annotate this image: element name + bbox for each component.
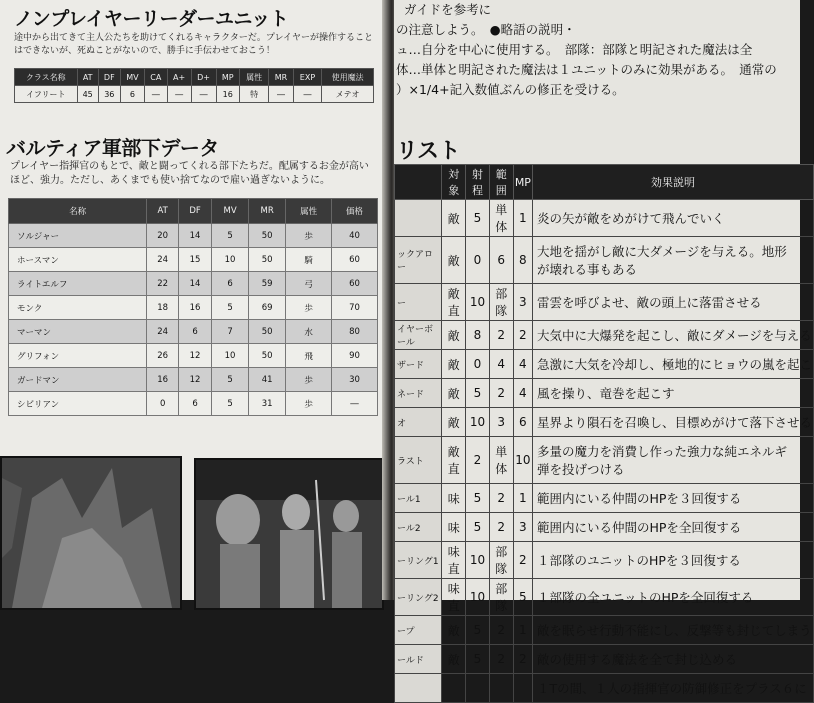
- table-header-cell: AT: [77, 69, 98, 86]
- table-cell: 4: [489, 350, 513, 379]
- table-cell: モンク: [9, 296, 147, 320]
- table-cell: 5: [212, 224, 249, 248]
- table-cell: 5: [466, 645, 489, 674]
- table-cell: [466, 674, 489, 703]
- table-cell: 15: [179, 248, 212, 272]
- table-cell: 敵直: [442, 284, 466, 321]
- table-cell: 8: [466, 321, 489, 350]
- table-row: [395, 321, 814, 350]
- table-row: [395, 542, 814, 579]
- effect-cell: [532, 408, 813, 437]
- table-cell: 30: [332, 368, 378, 392]
- table-cell: 6: [179, 320, 212, 344]
- effect-cell: [532, 437, 813, 484]
- table-cell: 2: [489, 616, 513, 645]
- table-cell: 敵: [442, 616, 466, 645]
- table-cell: ライトエルフ: [9, 272, 147, 296]
- effect-text: 炎の矢が敵をめがけて飛んでいく: [536, 211, 725, 226]
- game-screenshot-dragon: [0, 456, 182, 610]
- table-cell: 20: [147, 224, 179, 248]
- table-cell: ーリング2: [395, 579, 442, 616]
- table-cell: 10: [212, 248, 249, 272]
- table-cell: 0: [466, 237, 489, 284]
- table-header-cell: MP: [513, 165, 532, 200]
- section1-intro: 途中から出てきて主人公たちを助けてくれるキャラクターだ。プレイヤーが操作することはできないが、死ぬことがないので、勝手に手伝わせておこう！: [14, 33, 374, 56]
- table-cell: 6: [489, 237, 513, 284]
- leader-unit-table: [14, 68, 374, 103]
- table-cell: 5: [466, 513, 489, 542]
- table-cell: 水: [286, 320, 332, 344]
- effect-cell: [532, 513, 813, 542]
- effect-cell: [532, 379, 813, 408]
- table-row: [9, 224, 378, 248]
- right-page: [394, 0, 812, 696]
- table-cell: 69: [249, 296, 286, 320]
- effect-text: 敵を眠らせ行動不能にし、反撃等も封じてしまう: [536, 623, 812, 638]
- effect-text: １Tの間、１人の指揮官の防御修正をプラス６に: [536, 681, 807, 696]
- table-cell: 敵直: [442, 437, 466, 484]
- table-cell: ―: [332, 392, 378, 416]
- table-cell: 歩: [286, 368, 332, 392]
- effect-text: が壊れる事もある: [536, 262, 637, 277]
- table-cell: 10: [212, 344, 249, 368]
- table-cell: 24: [147, 320, 179, 344]
- table-cell: 6: [120, 86, 144, 103]
- effect-text: 多量の魔力を消費し作った強力な純エネルギ: [536, 444, 787, 459]
- table-cell: ネード: [395, 379, 442, 408]
- table-row: [395, 513, 814, 542]
- table-cell: 12: [179, 368, 212, 392]
- table-row: [395, 284, 814, 321]
- table-cell: 26: [147, 344, 179, 368]
- effect-cell: [532, 542, 813, 579]
- table-cell: 2: [513, 321, 532, 350]
- table-cell: 3: [513, 513, 532, 542]
- table-cell: 16: [216, 86, 239, 103]
- table-cell: ―: [167, 86, 191, 103]
- table-cell: ープ: [395, 616, 442, 645]
- table-header-cell: DF: [179, 199, 212, 224]
- table-row: [395, 237, 814, 284]
- note-line: の注意しよう。 ●略語の説明・: [396, 22, 576, 37]
- table-cell: イフリート: [15, 86, 78, 103]
- table-cell: 特: [239, 86, 268, 103]
- table-cell: 敵: [442, 408, 466, 437]
- table-row: [9, 296, 378, 320]
- table-cell: ラスト: [395, 437, 442, 484]
- table-cell: 2: [489, 379, 513, 408]
- note-line: ガイドを参考に: [404, 2, 492, 17]
- table-cell: 歩: [286, 392, 332, 416]
- table-header-cell: クラス名称: [15, 69, 78, 86]
- table-cell: 2: [489, 484, 513, 513]
- table-header-cell: DF: [98, 69, 120, 86]
- table-cell: マーマン: [9, 320, 147, 344]
- table-cell: 敵: [442, 350, 466, 379]
- table-row: [9, 368, 378, 392]
- table-cell: 10: [466, 284, 489, 321]
- table-cell: 18: [147, 296, 179, 320]
- table-cell: ソルジャー: [9, 224, 147, 248]
- table-cell: グリフォン: [9, 344, 147, 368]
- table-header-cell: MV: [212, 199, 249, 224]
- table-cell: 味: [442, 513, 466, 542]
- table-row: [395, 379, 814, 408]
- table-cell: ックアロー: [395, 237, 442, 284]
- table-cell: [395, 674, 442, 703]
- table-row: [395, 408, 814, 437]
- table-header-cell: CA: [145, 69, 167, 86]
- effect-text: 大地を揺がし敵に大ダメージを与える。地形: [536, 244, 787, 259]
- table-cell: 3: [489, 408, 513, 437]
- table-cell: 40: [332, 224, 378, 248]
- table-cell: [489, 674, 513, 703]
- table-cell: 味直: [442, 579, 466, 616]
- table-header-cell: A+: [167, 69, 191, 86]
- table-header-cell: EXP: [293, 69, 321, 86]
- effect-cell: [532, 350, 813, 379]
- table-row: [395, 674, 814, 703]
- section1-title: ノンプレイヤーリーダーユニット: [14, 8, 289, 30]
- table-header-cell: 名称: [9, 199, 147, 224]
- table-header-cell: AT: [147, 199, 179, 224]
- table-cell: 10: [466, 542, 489, 579]
- table-cell: 2: [466, 437, 489, 484]
- table-header-cell: 射程: [466, 165, 489, 200]
- table-cell: オ: [395, 408, 442, 437]
- table-cell: 味: [442, 484, 466, 513]
- section2-title: バルティア軍部下データ: [6, 136, 219, 160]
- note-line: 体…単体と明記された魔法は１ユニットのみに効果がある。 通常の: [396, 62, 777, 77]
- effect-cell: [532, 674, 813, 703]
- effect-text: 範囲内にいる仲間のHPを全回復する: [536, 520, 742, 535]
- table-cell: 単体: [489, 437, 513, 484]
- table-row: [9, 272, 378, 296]
- table-cell: メテオ: [322, 86, 374, 103]
- spell-list-title: リスト: [396, 139, 461, 164]
- table-row: [395, 350, 814, 379]
- table-cell: 60: [332, 248, 378, 272]
- table-row: [395, 645, 814, 674]
- table-cell: ーリング1: [395, 542, 442, 579]
- table-cell: 5: [466, 616, 489, 645]
- table-cell: 6: [179, 392, 212, 416]
- table-cell: ール2: [395, 513, 442, 542]
- table-cell: 10: [466, 408, 489, 437]
- table-cell: 部隊: [489, 284, 513, 321]
- table-cell: 2: [489, 321, 513, 350]
- table-cell: 2: [489, 645, 513, 674]
- table-cell: 4: [513, 350, 532, 379]
- table-header-cell: 属性: [239, 69, 268, 86]
- table-cell: 50: [249, 224, 286, 248]
- note-line: ）×1/4+記入数値ぶんの修正を受ける。: [396, 82, 625, 97]
- table-cell: 12: [179, 344, 212, 368]
- effect-cell: [532, 579, 813, 616]
- table-cell: 50: [249, 320, 286, 344]
- table-cell: 6: [212, 272, 249, 296]
- table-cell: イヤーボール: [395, 321, 442, 350]
- table-cell: シビリアン: [9, 392, 147, 416]
- knights-illustration: [196, 460, 382, 608]
- table-cell: 部隊: [489, 542, 513, 579]
- table-cell: [395, 200, 442, 237]
- table-header-cell: MR: [269, 69, 293, 86]
- effect-text: １部隊のユニットのHPを３回復する: [536, 553, 741, 568]
- effect-cell: [532, 200, 813, 237]
- table-cell: [513, 674, 532, 703]
- table-cell: 45: [77, 86, 98, 103]
- table-cell: 弓: [286, 272, 332, 296]
- table-cell: 70: [332, 296, 378, 320]
- table-cell: 敵: [442, 321, 466, 350]
- table-cell: ガードマン: [9, 368, 147, 392]
- table-cell: 敵: [442, 200, 466, 237]
- table-cell: 36: [98, 86, 120, 103]
- table-row: [395, 484, 814, 513]
- table-cell: ―: [293, 86, 321, 103]
- table-header-cell: D+: [191, 69, 216, 86]
- table-cell: 5: [513, 579, 532, 616]
- table-cell: ール1: [395, 484, 442, 513]
- effect-cell: [532, 484, 813, 513]
- table-cell: 味直: [442, 542, 466, 579]
- table-cell: 5: [212, 392, 249, 416]
- table-cell: 騎: [286, 248, 332, 272]
- effect-text: 雷雲を呼びよせ、敵の頭上に落雷させる: [536, 295, 762, 310]
- table-cell: 部隊: [489, 579, 513, 616]
- table-cell: 飛: [286, 344, 332, 368]
- left-page: [0, 0, 388, 600]
- table-cell: 5: [466, 200, 489, 237]
- table-row: [395, 616, 814, 645]
- table-header-cell: MP: [216, 69, 239, 86]
- effect-cell: [532, 284, 813, 321]
- table-row: [395, 200, 814, 237]
- table-cell: 5: [212, 296, 249, 320]
- table-cell: 10: [466, 579, 489, 616]
- table-cell: 90: [332, 344, 378, 368]
- table-cell: 0: [466, 350, 489, 379]
- table-cell: 7: [212, 320, 249, 344]
- table-header-cell: 範囲: [489, 165, 513, 200]
- table-cell: ―: [269, 86, 293, 103]
- effect-cell: [532, 237, 813, 284]
- table-header-cell: 使用魔法: [322, 69, 374, 86]
- dragon-illustration: [2, 458, 180, 608]
- table-cell: 単体: [489, 200, 513, 237]
- table-cell: 59: [249, 272, 286, 296]
- table-cell: 2: [513, 645, 532, 674]
- table-cell: 60: [332, 272, 378, 296]
- table-cell: ―: [145, 86, 167, 103]
- table-cell: 5: [212, 368, 249, 392]
- table-cell: 2: [489, 513, 513, 542]
- table-header-cell: 効果説明: [532, 165, 813, 200]
- table-cell: 8: [513, 237, 532, 284]
- table-cell: 14: [179, 224, 212, 248]
- table-cell: 80: [332, 320, 378, 344]
- effect-text: 敵の使用する魔法を全て封じ込める: [536, 652, 737, 667]
- table-cell: ザード: [395, 350, 442, 379]
- effect-text: 範囲内にいる仲間のHPを３回復する: [536, 491, 742, 506]
- table-cell: 歩: [286, 224, 332, 248]
- game-screenshot-knights: [194, 458, 384, 610]
- table-cell: 歩: [286, 296, 332, 320]
- table-row: [395, 437, 814, 484]
- effect-cell: [532, 321, 813, 350]
- section2-intro: プレイヤー指揮官のもとで、敵と闘ってくれる部下たちだ。配属するお金が高いほど、強力。ただし、あくまでも使い捨てなので雇い過ぎないように。: [10, 161, 369, 186]
- table-cell: 1: [513, 484, 532, 513]
- table-row: [395, 579, 814, 616]
- table-cell: 41: [249, 368, 286, 392]
- table-row: [15, 86, 374, 103]
- table-cell: 50: [249, 248, 286, 272]
- table-cell: 14: [179, 272, 212, 296]
- effect-cell: [532, 616, 813, 645]
- table-cell: ホースマン: [9, 248, 147, 272]
- table-cell: 10: [513, 437, 532, 484]
- table-header-cell: 対象: [442, 165, 466, 200]
- table-cell: 敵: [442, 645, 466, 674]
- table-row: [9, 320, 378, 344]
- table-cell: 敵: [442, 379, 466, 408]
- spell-list-table: [394, 164, 814, 703]
- table-cell: 敵: [442, 237, 466, 284]
- table-row: [9, 344, 378, 368]
- table-cell: 31: [249, 392, 286, 416]
- table-cell: 6: [513, 408, 532, 437]
- table-cell: 4: [513, 379, 532, 408]
- table-header-cell: [395, 165, 442, 200]
- table-header-cell: 価格: [332, 199, 378, 224]
- table-row: [9, 392, 378, 416]
- table-cell: 16: [147, 368, 179, 392]
- effect-text: 弾を投げつける: [536, 462, 625, 477]
- table-cell: 5: [466, 379, 489, 408]
- effect-text: 星界より隕石を召喚し、目標めがけて落下させる: [536, 415, 812, 430]
- notes-block: [396, 0, 806, 100]
- effect-text: 大気中に大爆発を起こし、敵にダメージを与える: [536, 328, 812, 343]
- table-cell: 24: [147, 248, 179, 272]
- effect-text: 風を操り、竜巻を起こす: [536, 386, 675, 401]
- table-cell: 5: [466, 484, 489, 513]
- table-cell: 1: [513, 200, 532, 237]
- effect-text: １部隊の全ユニットのHPを全回復する: [536, 590, 754, 605]
- table-cell: 1: [513, 616, 532, 645]
- table-cell: 22: [147, 272, 179, 296]
- table-cell: 16: [179, 296, 212, 320]
- troop-data-table: [8, 198, 378, 416]
- table-header-cell: 属性: [286, 199, 332, 224]
- table-header-cell: MR: [249, 199, 286, 224]
- table-cell: 0: [147, 392, 179, 416]
- table-cell: 3: [513, 284, 532, 321]
- effect-cell: [532, 645, 813, 674]
- table-header-cell: MV: [120, 69, 144, 86]
- note-line: ュ…自分を中心に使用する。 部隊：部隊と明記された魔法は全: [396, 42, 753, 57]
- table-cell: 50: [249, 344, 286, 368]
- table-cell: ―: [191, 86, 216, 103]
- table-row: [9, 248, 378, 272]
- effect-text: 急激に大気を冷却し、極地的にヒョウの嵐を起こ: [536, 357, 812, 372]
- table-cell: [442, 674, 466, 703]
- table-cell: 2: [513, 542, 532, 579]
- table-cell: ー: [395, 284, 442, 321]
- table-cell: ールド: [395, 645, 442, 674]
